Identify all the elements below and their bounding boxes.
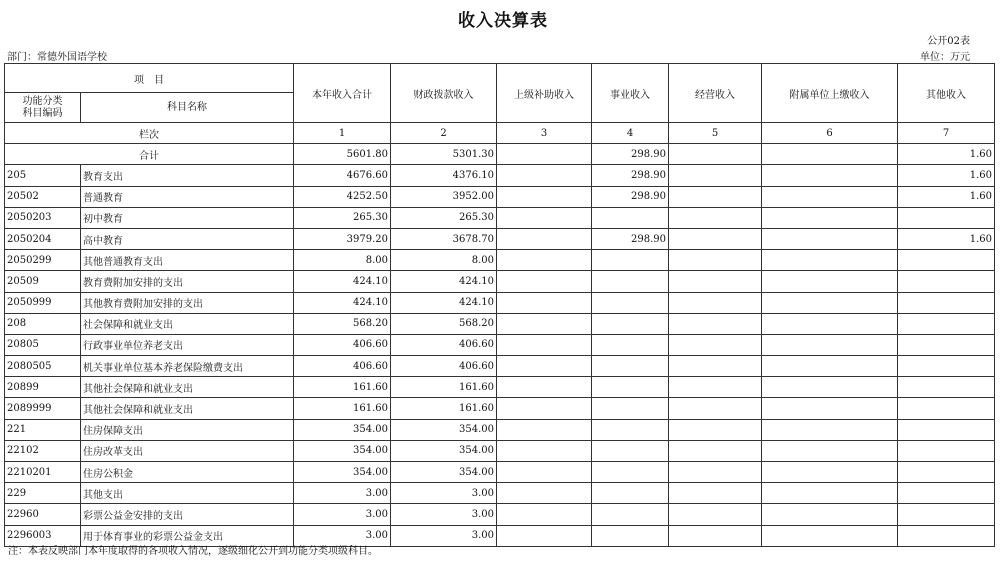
header-col-1: 本年收入合计	[294, 64, 391, 123]
row-value	[592, 483, 669, 504]
row-value	[497, 313, 592, 334]
row-value: 354.00	[294, 462, 391, 483]
row-value	[497, 504, 592, 525]
row-value: 265.30	[294, 207, 391, 228]
table-row	[5, 356, 995, 377]
row-value	[669, 313, 762, 334]
row-value	[497, 483, 592, 504]
table-row	[5, 419, 995, 440]
header-code: 功能分类 科目编码	[5, 93, 81, 123]
row-value: 3678.70	[391, 228, 497, 249]
table-row	[5, 250, 995, 271]
row-value	[762, 292, 898, 313]
row-value: 4376.10	[391, 165, 497, 186]
row-value	[762, 228, 898, 249]
row-value: 424.10	[391, 292, 497, 313]
row-name: 住房改革支出	[81, 440, 294, 461]
table-row	[5, 462, 995, 483]
row-value: 1.60	[898, 165, 995, 186]
row-value	[898, 377, 995, 398]
row-value	[497, 356, 592, 377]
row-value	[762, 483, 898, 504]
row-value	[762, 207, 898, 228]
row-value	[669, 377, 762, 398]
row-value	[898, 398, 995, 419]
row-value: 3.00	[391, 525, 497, 546]
row-value	[669, 228, 762, 249]
column-number: 2	[391, 123, 497, 144]
total-cell: 298.90	[592, 144, 669, 165]
row-name: 其他社会保障和就业支出	[81, 398, 294, 419]
row-code: 20509	[5, 271, 81, 292]
row-value	[762, 377, 898, 398]
column-number: 4	[592, 123, 669, 144]
row-value	[497, 292, 592, 313]
row-name: 其他支出	[81, 483, 294, 504]
footnote: 注：本表反映部门本年度取得的各项收入情况，逐级细化公开到功能分类项级科目。	[8, 546, 378, 557]
row-value: 424.10	[391, 271, 497, 292]
header-col-5: 经营收入	[669, 64, 762, 123]
row-value	[592, 525, 669, 546]
total-label: 合计	[5, 144, 294, 165]
table-row	[5, 377, 995, 398]
row-value: 298.90	[592, 186, 669, 207]
row-value: 8.00	[294, 250, 391, 271]
column-number: 6	[762, 123, 898, 144]
row-value: 406.60	[294, 356, 391, 377]
row-value	[497, 377, 592, 398]
row-name: 高中教育	[81, 228, 294, 249]
row-value: 4252.50	[294, 186, 391, 207]
header-col-4: 事业收入	[592, 64, 669, 123]
row-value	[669, 462, 762, 483]
row-value	[762, 334, 898, 355]
row-value: 424.10	[294, 271, 391, 292]
row-value	[898, 271, 995, 292]
header-name: 科目名称	[81, 93, 294, 123]
row-value: 4676.60	[294, 165, 391, 186]
row-value: 161.60	[391, 398, 497, 419]
row-value	[497, 398, 592, 419]
row-name: 教育支出	[81, 165, 294, 186]
row-value	[762, 440, 898, 461]
row-name: 彩票公益金安排的支出	[81, 504, 294, 525]
department-label: 部门：常德外国语学校	[7, 52, 107, 63]
row-value	[669, 356, 762, 377]
row-name: 其他教育费附加安排的支出	[81, 292, 294, 313]
row-value	[592, 334, 669, 355]
table-row	[5, 165, 995, 186]
row-value	[669, 207, 762, 228]
row-value	[898, 356, 995, 377]
row-name: 其他社会保障和就业支出	[81, 377, 294, 398]
row-value: 161.60	[294, 398, 391, 419]
row-value	[592, 398, 669, 419]
row-value: 568.20	[391, 313, 497, 334]
row-value	[762, 419, 898, 440]
table-row	[5, 334, 995, 355]
table-row	[5, 483, 995, 504]
row-value: 3979.20	[294, 228, 391, 249]
row-value	[592, 504, 669, 525]
row-code: 22102	[5, 440, 81, 461]
row-value: 265.30	[391, 207, 497, 228]
row-code: 2080505	[5, 356, 81, 377]
total-cell: 5301.30	[391, 144, 497, 165]
row-name: 用于体育事业的彩票公益金支出	[81, 525, 294, 546]
row-code: 2210201	[5, 462, 81, 483]
header-col-2: 财政拨款收入	[391, 64, 497, 123]
row-value	[762, 504, 898, 525]
row-value	[497, 186, 592, 207]
row-value	[898, 207, 995, 228]
row-value	[762, 356, 898, 377]
column-number: 5	[669, 123, 762, 144]
row-value: 3.00	[294, 504, 391, 525]
row-value	[762, 165, 898, 186]
row-name: 社会保障和就业支出	[81, 313, 294, 334]
table-row	[5, 271, 995, 292]
row-value	[669, 419, 762, 440]
row-value	[497, 228, 592, 249]
row-value	[592, 313, 669, 334]
row-value	[497, 440, 592, 461]
row-value: 298.90	[592, 228, 669, 249]
row-name: 住房公积金	[81, 462, 294, 483]
row-value	[669, 440, 762, 461]
row-value	[669, 525, 762, 546]
row-code: 20805	[5, 334, 81, 355]
row-value	[898, 504, 995, 525]
row-value: 354.00	[391, 419, 497, 440]
row-value	[497, 207, 592, 228]
row-value	[497, 165, 592, 186]
row-value	[669, 483, 762, 504]
table-row	[5, 292, 995, 313]
row-value: 424.10	[294, 292, 391, 313]
form-number: 公开02表	[927, 36, 970, 47]
row-value: 1.60	[898, 186, 995, 207]
page-title: 收入决算表	[458, 11, 548, 31]
row-value	[898, 292, 995, 313]
header-col-7: 其他收入	[898, 64, 995, 123]
row-value: 8.00	[391, 250, 497, 271]
row-value	[592, 377, 669, 398]
row-value: 354.00	[294, 419, 391, 440]
table-row	[5, 398, 995, 419]
column-index-row	[5, 123, 995, 144]
row-value: 3952.00	[391, 186, 497, 207]
row-code: 2050203	[5, 207, 81, 228]
row-value: 161.60	[391, 377, 497, 398]
column-number: 3	[497, 123, 592, 144]
row-name: 住房保障支出	[81, 419, 294, 440]
row-value	[669, 186, 762, 207]
row-value	[669, 250, 762, 271]
row-value	[669, 504, 762, 525]
row-value: 354.00	[294, 440, 391, 461]
row-value	[592, 419, 669, 440]
column-index-label: 栏次	[5, 123, 294, 144]
total-cell	[669, 144, 762, 165]
row-value	[762, 525, 898, 546]
row-value	[762, 313, 898, 334]
row-value: 3.00	[294, 483, 391, 504]
row-code: 208	[5, 313, 81, 334]
table-row	[5, 186, 995, 207]
row-value	[592, 462, 669, 483]
row-value	[762, 186, 898, 207]
total-cell	[762, 144, 898, 165]
row-code: 2050204	[5, 228, 81, 249]
row-value	[592, 207, 669, 228]
header-project: 项 目	[5, 64, 294, 93]
table-row	[5, 228, 995, 249]
row-value: 354.00	[391, 440, 497, 461]
row-value	[898, 250, 995, 271]
row-code: 2050299	[5, 250, 81, 271]
row-value	[762, 462, 898, 483]
row-code: 2296003	[5, 525, 81, 546]
row-code: 205	[5, 165, 81, 186]
row-name: 初中教育	[81, 207, 294, 228]
row-value	[497, 525, 592, 546]
row-value	[669, 334, 762, 355]
row-value: 568.20	[294, 313, 391, 334]
row-value	[497, 334, 592, 355]
row-name: 其他普通教育支出	[81, 250, 294, 271]
row-value: 406.60	[391, 356, 497, 377]
row-value	[669, 165, 762, 186]
row-code: 20502	[5, 186, 81, 207]
row-value	[669, 271, 762, 292]
unit-label: 单位：万元	[920, 52, 970, 63]
row-value: 298.90	[592, 165, 669, 186]
row-value	[592, 440, 669, 461]
row-name: 机关事业单位基本养老保险缴费支出	[81, 356, 294, 377]
total-cell	[497, 144, 592, 165]
row-value	[497, 250, 592, 271]
row-value: 406.60	[294, 334, 391, 355]
row-value	[669, 398, 762, 419]
table-row	[5, 504, 995, 525]
total-cell: 1.60	[898, 144, 995, 165]
row-value	[898, 419, 995, 440]
total-cell: 5601.80	[294, 144, 391, 165]
income-table	[4, 63, 995, 547]
row-value	[898, 440, 995, 461]
row-name: 教育费附加安排的支出	[81, 271, 294, 292]
row-value	[898, 483, 995, 504]
row-value	[497, 462, 592, 483]
row-code: 20899	[5, 377, 81, 398]
header-col-3: 上级补助收入	[497, 64, 592, 123]
column-number: 1	[294, 123, 391, 144]
total-row	[5, 144, 995, 165]
row-value: 3.00	[294, 525, 391, 546]
row-value	[592, 271, 669, 292]
row-value	[898, 334, 995, 355]
row-value	[592, 356, 669, 377]
row-value: 406.60	[391, 334, 497, 355]
row-value: 354.00	[391, 462, 497, 483]
table-row	[5, 207, 995, 228]
row-value: 1.60	[898, 228, 995, 249]
row-value	[762, 271, 898, 292]
row-code: 22960	[5, 504, 81, 525]
row-value	[592, 250, 669, 271]
row-value	[898, 525, 995, 546]
header-col-6: 附属单位上缴收入	[762, 64, 898, 123]
row-code: 229	[5, 483, 81, 504]
row-code: 2089999	[5, 398, 81, 419]
row-value	[762, 398, 898, 419]
row-value	[592, 292, 669, 313]
row-value	[898, 313, 995, 334]
row-value: 3.00	[391, 483, 497, 504]
row-value	[669, 292, 762, 313]
table-row	[5, 440, 995, 461]
column-number: 7	[898, 123, 995, 144]
row-value: 3.00	[391, 504, 497, 525]
row-value	[497, 271, 592, 292]
row-value	[898, 462, 995, 483]
row-name: 普通教育	[81, 186, 294, 207]
row-name: 行政事业单位养老支出	[81, 334, 294, 355]
table-row	[5, 313, 995, 334]
row-value	[497, 419, 592, 440]
row-code: 2050999	[5, 292, 81, 313]
row-value	[762, 250, 898, 271]
row-code: 221	[5, 419, 81, 440]
row-value: 161.60	[294, 377, 391, 398]
